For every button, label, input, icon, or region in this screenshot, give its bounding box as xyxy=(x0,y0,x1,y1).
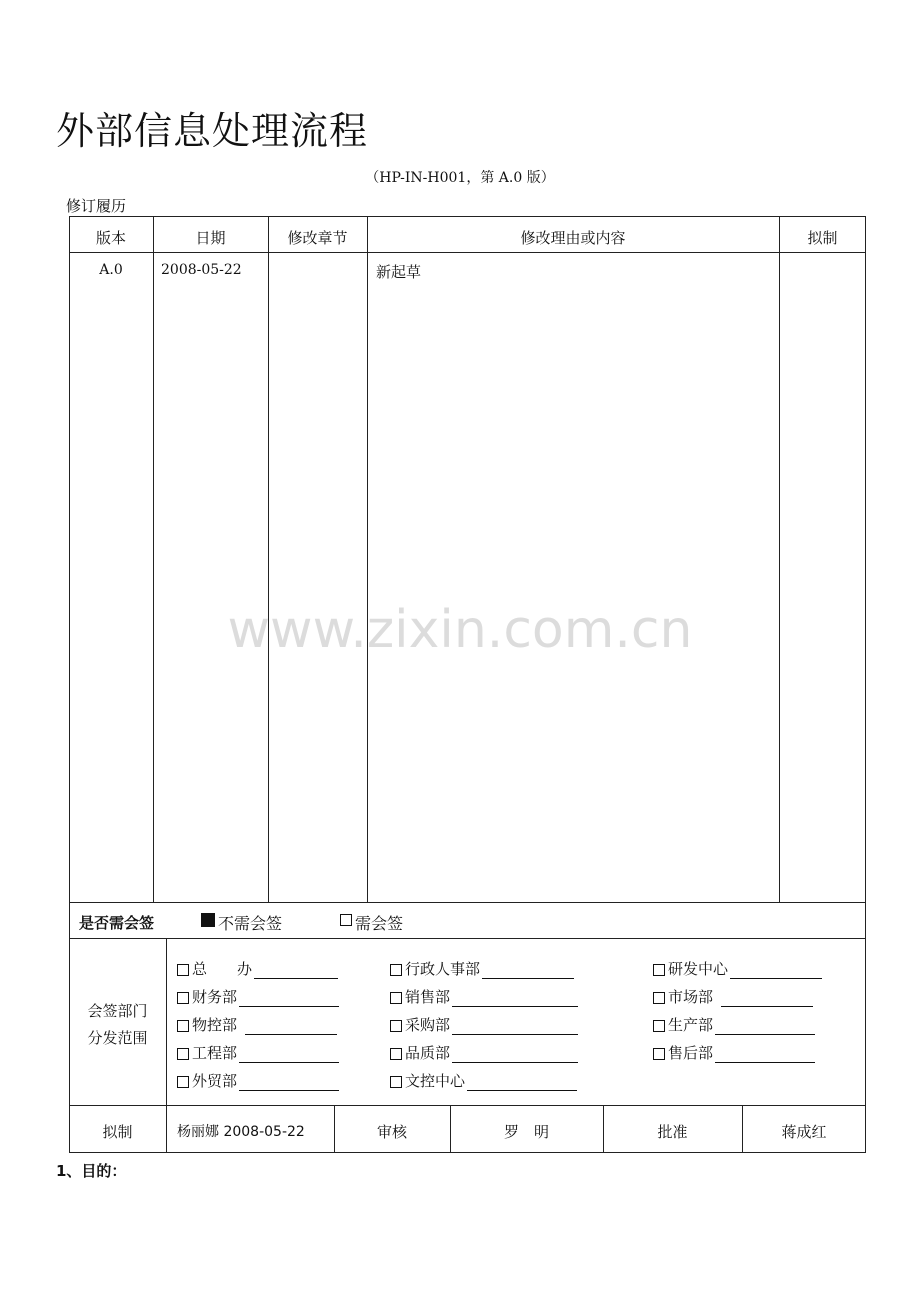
signature-line xyxy=(254,964,338,979)
draft-value: 杨丽娜 2008-05-22 xyxy=(177,1124,305,1140)
dept-rnd-center[interactable]: 研发中心 xyxy=(653,958,822,979)
approve-value: 蒋成红 xyxy=(781,1123,827,1141)
checkbox-icon[interactable] xyxy=(177,1020,189,1032)
signature-line xyxy=(239,1076,339,1091)
header-date: 日期 xyxy=(195,229,226,247)
row-version: A.0 xyxy=(99,262,123,278)
dept-sales[interactable]: 销售部 xyxy=(390,986,578,1007)
distribution-divider xyxy=(166,938,167,1106)
checkbox-icon[interactable] xyxy=(390,964,402,976)
review-value: 罗 明 xyxy=(503,1123,549,1141)
checkbox-icon[interactable] xyxy=(340,914,352,926)
checkbox-icon[interactable] xyxy=(177,964,189,976)
dept-purchasing[interactable]: 采购部 xyxy=(390,1014,578,1035)
revision-header-divider xyxy=(69,252,866,253)
checkbox-icon[interactable] xyxy=(390,1048,402,1060)
document-title: 外部信息处理流程 xyxy=(56,109,369,153)
checkbox-icon[interactable] xyxy=(653,964,665,976)
section-purpose-heading: 1、目的： xyxy=(56,1162,127,1180)
option-countersign[interactable]: 需会签 xyxy=(340,911,403,934)
checkbox-icon[interactable] xyxy=(653,992,665,1004)
column-divider xyxy=(268,216,269,902)
checkbox-icon[interactable] xyxy=(390,1076,402,1088)
column-divider xyxy=(779,216,780,902)
dept-general-office[interactable]: 总 办 xyxy=(177,958,338,979)
signature-line xyxy=(452,1048,578,1063)
checkbox-icon[interactable] xyxy=(653,1020,665,1032)
signature-line xyxy=(452,1020,578,1035)
draft-label: 拟制 xyxy=(102,1123,133,1141)
checkbox-icon[interactable] xyxy=(390,992,402,1004)
countersign-label: 是否需会签 xyxy=(79,914,155,932)
signature-line xyxy=(239,992,339,1007)
dept-material-control[interactable]: 物控部 xyxy=(177,1014,337,1035)
document-code: （HP-IN-H001，第 A.0 版） xyxy=(365,170,555,186)
review-label: 审核 xyxy=(376,1123,407,1141)
dept-quality[interactable]: 品质部 xyxy=(390,1042,578,1063)
signature-line xyxy=(467,1076,577,1091)
dept-finance[interactable]: 财务部 xyxy=(177,986,339,1007)
distribution-label-line2: 分发范围 xyxy=(87,1029,148,1047)
dept-engineering[interactable]: 工程部 xyxy=(177,1042,339,1063)
dept-admin-hr[interactable]: 行政人事部 xyxy=(390,958,574,979)
checkbox-icon[interactable] xyxy=(177,992,189,1004)
signature-line xyxy=(730,964,822,979)
signature-line xyxy=(482,964,574,979)
checkbox-icon[interactable] xyxy=(177,1048,189,1060)
approval-divider xyxy=(166,1105,167,1153)
dept-production[interactable]: 生产部 xyxy=(653,1014,815,1035)
distribution-label-line1: 会签部门 xyxy=(87,1002,148,1020)
dept-after-sales[interactable]: 售后部 xyxy=(653,1042,815,1063)
dept-document-control[interactable]: 文控中心 xyxy=(390,1070,577,1091)
approve-label: 批准 xyxy=(657,1123,688,1141)
option-no-countersign[interactable]: 不需会签 xyxy=(201,911,282,934)
signature-line xyxy=(715,1020,815,1035)
dept-foreign-trade[interactable]: 外贸部 xyxy=(177,1070,339,1091)
signature-line xyxy=(452,992,578,1007)
checkbox-icon[interactable] xyxy=(177,1076,189,1088)
countersign-row xyxy=(69,902,866,939)
revision-history-label: 修订履历 xyxy=(66,197,127,215)
column-divider xyxy=(153,216,154,902)
row-date: 2008-05-22 xyxy=(161,262,242,278)
checkbox-icon[interactable] xyxy=(390,1020,402,1032)
checkbox-icon[interactable] xyxy=(653,1048,665,1060)
header-reason: 修改理由或内容 xyxy=(520,229,626,247)
signature-line xyxy=(245,1020,337,1035)
header-section: 修改章节 xyxy=(287,229,348,247)
signature-line xyxy=(715,1048,815,1063)
signature-line xyxy=(239,1048,339,1063)
checkbox-checked-icon[interactable] xyxy=(201,913,215,927)
row-reason: 新起草 xyxy=(376,263,422,281)
revision-table xyxy=(69,216,866,903)
header-version: 版本 xyxy=(95,229,126,247)
signature-line xyxy=(721,992,813,1007)
watermark: www.zixin.com.cn xyxy=(227,600,693,660)
header-drafter: 拟制 xyxy=(807,229,838,247)
column-divider xyxy=(367,216,368,902)
dept-marketing[interactable]: 市场部 xyxy=(653,986,813,1007)
